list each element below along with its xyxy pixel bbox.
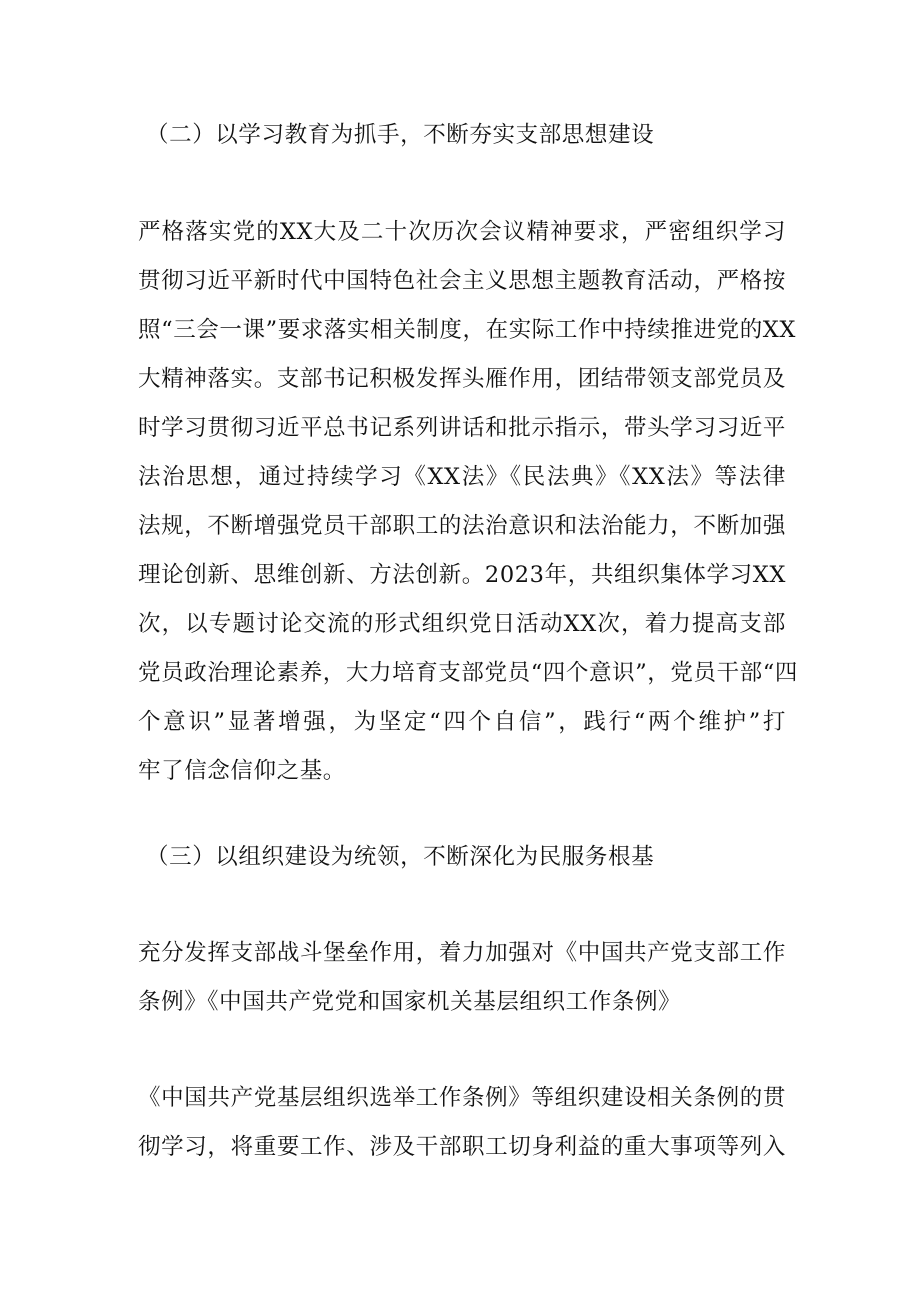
paragraph-line: 党员政治理论素养，大力培育支部党员“四个意识”，党员干部“四 (138, 660, 799, 686)
paragraph-line: 个意识”显著增强，为坚定“四个自信”，践行“两个维护”打 (138, 709, 786, 735)
paragraph-line: 法规，不断增强党员干部职工的法治意识和法治能力，不断加强 (138, 513, 786, 539)
section-3-heading: （三）以组织建设为统领，不断深化为民服务根基 (146, 844, 655, 870)
paragraph-line: 法治思想，通过持续学习《XX法》《民法典》《XX法》等法律 (138, 464, 786, 490)
paragraph-line: 次，以专题讨论交流的形式组织党日活动XX次，着力提高支部 (138, 611, 786, 637)
paragraph-line: 牢了信念信仰之基。 (138, 758, 346, 784)
paragraph-line: 严格落实党的XX大及二十次历次会议精神要求，严密组织学习 (138, 219, 786, 245)
paragraph-line: 贯彻习近平新时代中国特色社会主义思想主题教育活动，严格按 (138, 268, 786, 294)
section-2-heading: （二）以学习教育为抓手，不断夯实支部思想建设 (146, 122, 655, 148)
paragraph-line: 大精神落实。支部书记积极发挥头雁作用，团结带领支部党员及 (138, 366, 786, 392)
paragraph-line: 彻学习，将重要工作、涉及干部职工切身利益的重大事项等列入 (138, 1134, 786, 1160)
paragraph-line: 《中国共产党基层组织选举工作条例》等组织建设相关条例的贯 (138, 1085, 786, 1111)
paragraph-line: 时学习贯彻习近平总书记系列讲话和批示指示，带头学习习近平 (138, 415, 786, 441)
paragraph-line: 充分发挥支部战斗堡垒作用，着力加强对《中国共产党支部工作 (138, 940, 786, 966)
paragraph-line: 照“三会一课”要求落实相关制度，在实际工作中持续推进党的XX (138, 317, 797, 343)
paragraph-line: 理论创新、思维创新、方法创新。2023年，共组织集体学习XX (138, 562, 786, 588)
paragraph-line: 条例》《中国共产党党和国家机关基层组织工作条例》 (138, 989, 682, 1015)
